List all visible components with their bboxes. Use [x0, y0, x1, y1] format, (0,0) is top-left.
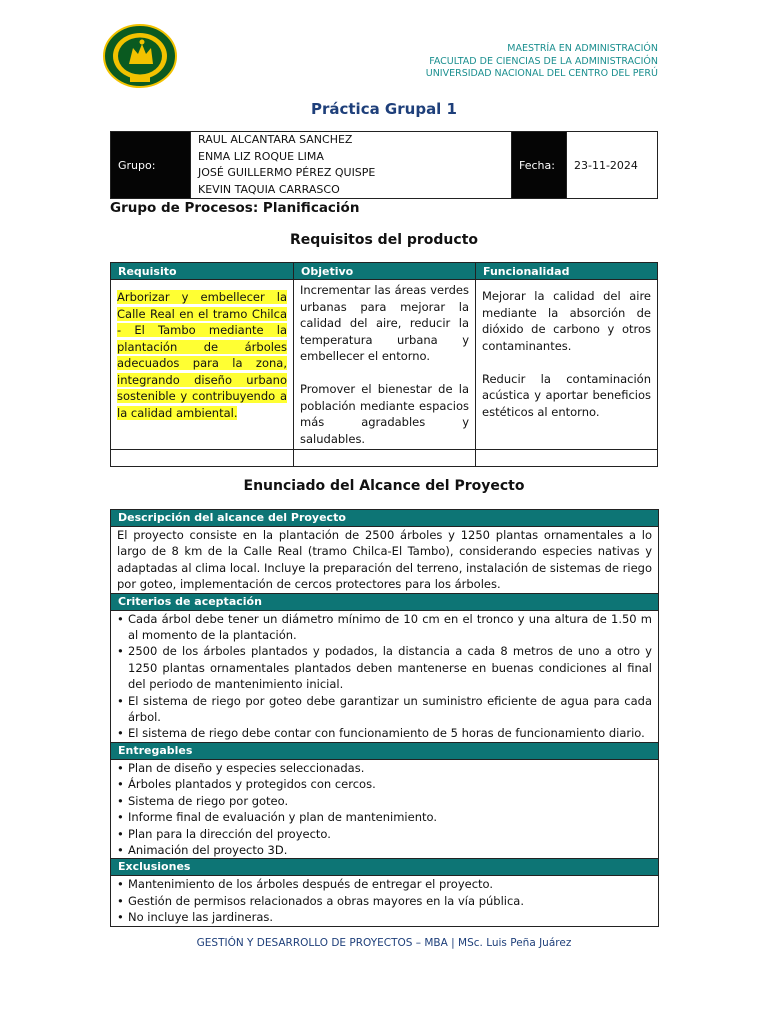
- group-members: [191, 132, 512, 199]
- list-item: • Mantenimiento de los árboles después de entregar el proyecto.: [117, 876, 652, 892]
- list-item: • Plan de diseño y especies seleccionadas.: [117, 760, 652, 776]
- list-item: • Animación del proyecto 3D.: [117, 842, 652, 858]
- column-header-funcionalidad: Funcionalidad: [476, 263, 658, 280]
- member-name: JOSÉ GUILLERMO PÉREZ QUISPE: [198, 166, 376, 179]
- list-item: • Sistema de riego por goteo.: [117, 793, 652, 809]
- scope-table: [110, 509, 659, 927]
- empty-cell: [476, 450, 658, 467]
- scope-description: El proyecto consiste en la plantación de 2500 árboles y 1250 plantas ornamentales a lo largo de 8 km de la Calle Real (tramo Chilca-El Tambo), considerando especies nativas y adaptadas al clima local. Incluye la preparación del terreno, instalación de sistemas de riego por goteo, implementación de cercos protectores para los árboles.: [111, 527, 659, 594]
- deliverables-header: Entregables: [111, 742, 659, 759]
- member-name: ENMA LIZ ROQUE LIMA: [198, 149, 324, 163]
- date-label: Fecha:: [512, 132, 567, 199]
- header-line-university: UNIVERSIDAD NACIONAL DEL CENTRO DEL PERÚ: [425, 68, 658, 79]
- exclusions-header: Exclusiones: [111, 859, 659, 876]
- column-header-objetivo: Objetivo: [294, 263, 476, 280]
- list-item: • Plan para la dirección del proyecto.: [117, 826, 652, 842]
- criteria-list: [117, 611, 652, 742]
- list-item: • Informe final de evaluación y plan de mantenimiento.: [117, 809, 652, 825]
- requisito-text: Arborizar y embellecer la Calle Real en el tramo Chilca - El Tambo mediante la plantación de árboles adecuados para la zona, integrando diseño urbano sostenible y contribuyendo a la calidad ambiental.: [117, 290, 287, 420]
- requisito-cell: [111, 280, 294, 450]
- member-name: KEVIN TAQUIA CARRASCO: [198, 182, 340, 196]
- process-group-heading: Grupo de Procesos: Planificación: [110, 200, 360, 216]
- scope-title: Enunciado del Alcance del Proyecto: [243, 478, 525, 494]
- list-item: • 2500 de los árboles plantados y podados, la distancia a cada 8 metros de uno a otro y 1250 plantas ornamentales plantados deben mantenerse en buenas condiciones al final del periodo de mantenimiento inicial.: [117, 643, 652, 692]
- page-title: Práctica Grupal 1: [310, 100, 457, 118]
- scope-description-header: Descripción del alcance del Proyecto: [111, 510, 659, 527]
- member-name: RAUL ALCANTARA SANCHEZ: [198, 133, 353, 146]
- group-label: Grupo:: [111, 132, 191, 199]
- list-item: • Gestión de permisos relacionados a obras mayores en la vía pública.: [117, 893, 652, 909]
- requirements-table: [110, 262, 658, 467]
- empty-cell: [111, 450, 294, 467]
- requirements-title: Requisitos del producto: [289, 232, 479, 248]
- funcionalidad-cell: [476, 280, 658, 450]
- institution-header: [426, 43, 658, 81]
- group-table: [110, 131, 658, 199]
- list-item: • El sistema de riego debe contar con funcionamiento de 5 horas de funcionamiento diario.: [117, 725, 652, 741]
- objetivo-cell: [294, 280, 476, 450]
- list-item: • No incluye las jardineras.: [117, 909, 652, 925]
- objetivo-text-1: Incrementar las áreas verdes urbanas para mejorar la calidad del aire, reducir la temperatura urbana y embellecer el entorno.: [300, 283, 469, 363]
- list-item: • Árboles plantados y protegidos con cercos.: [117, 776, 652, 792]
- list-item: • El sistema de riego por goteo debe garantizar un suministro eficiente de agua para cada árbol.: [117, 693, 652, 726]
- funcionalidad-text-2: Reducir la contaminación acústica y aportar beneficios estéticos al entorno.: [482, 371, 651, 419]
- university-seal-icon: [103, 24, 177, 88]
- criteria-cell: [111, 610, 659, 742]
- criteria-header: Criterios de aceptación: [111, 593, 659, 610]
- header-line-faculty: FACULTAD DE CIENCIAS DE LA ADMINISTRACIÓN: [429, 55, 658, 67]
- funcionalidad-text-1: Mejorar la calidad del aire mediante la absorción de dióxido de carbono y otros contaminantes.: [482, 289, 651, 353]
- exclusions-cell: [111, 876, 659, 926]
- exclusions-list: [117, 876, 652, 925]
- list-item: • Cada árbol debe tener un diámetro mínimo de 10 cm en el tronco y una altura de 1.50 m al momento de la plantación.: [117, 611, 652, 644]
- column-header-requisito: Requisito: [111, 263, 294, 280]
- deliverables-cell: [111, 759, 659, 858]
- empty-cell: [294, 450, 476, 467]
- objetivo-text-2: Promover el bienestar de la población mediante espacios más agradables y saludables.: [300, 382, 469, 446]
- page-footer: GESTIÓN Y DESARROLLO DE PROYECTOS – MBA | MSc. Luis Peña Juárez: [196, 937, 572, 949]
- date-value: 23-11-2024: [567, 132, 658, 199]
- deliverables-list: [117, 760, 652, 858]
- header-line-program: MAESTRÍA EN ADMINISTRACIÓN: [507, 43, 658, 54]
